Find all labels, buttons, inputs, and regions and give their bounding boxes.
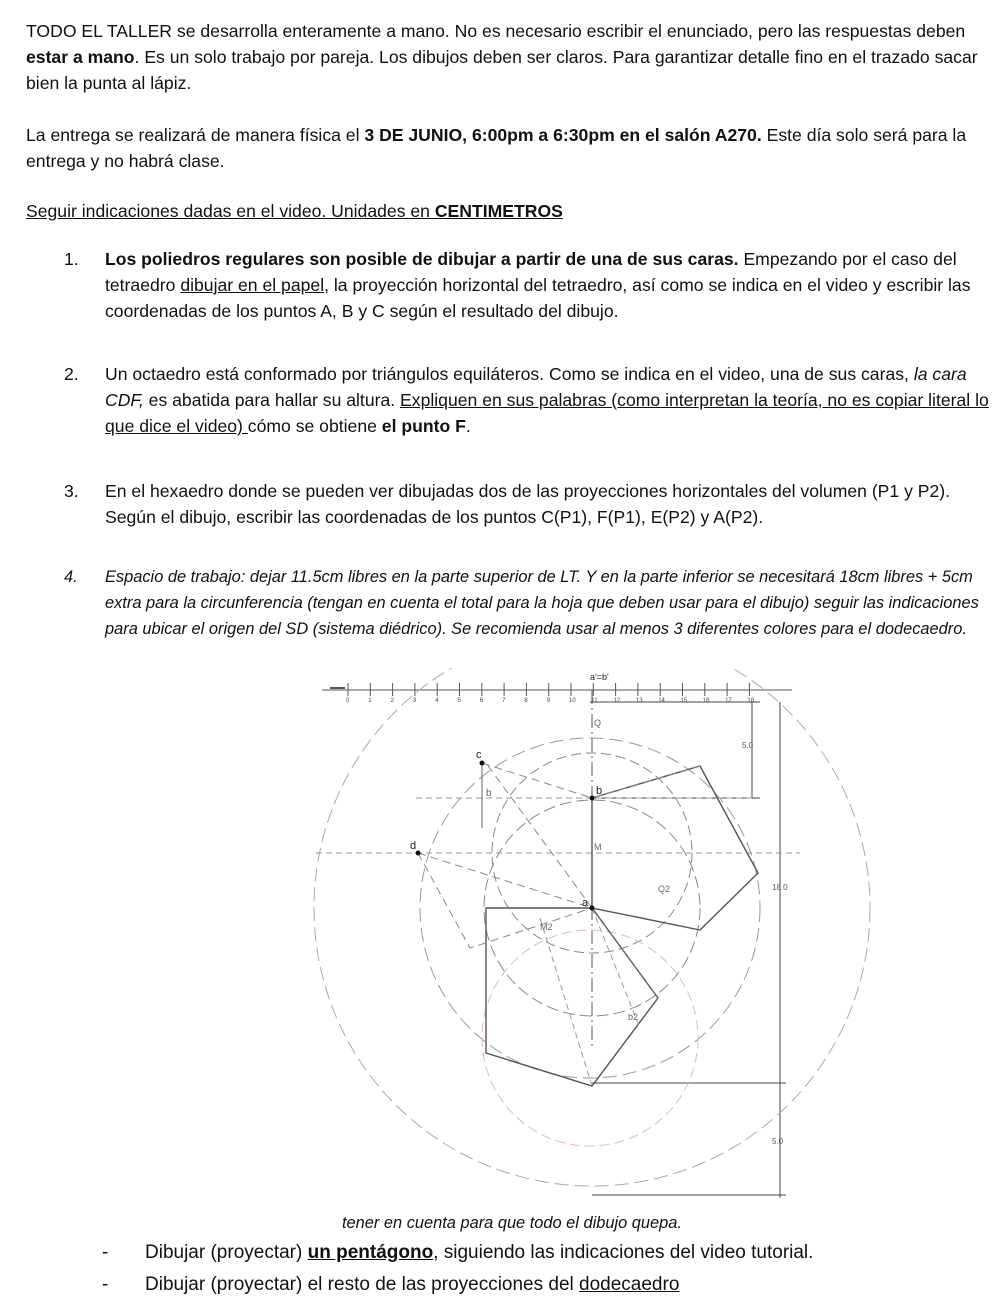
- list-item-text: En el hexaedro donde se pueden ver dibujadas dos de las proyecciones horizontales del volumen (P1 y P2). Según el dibujo, escribir las coordenadas de los puntos C(P1), F(P1), E(P2) y A(P2).: [105, 481, 951, 527]
- bullet-2-text-a: Dibujar (proyectar) el resto de las proyecciones del: [145, 1274, 580, 1295]
- ruler-tick-label: 16: [702, 698, 710, 704]
- list-item-text: [105, 361, 994, 439]
- intro-p1-text-a: TODO EL TALLER se desarrolla enteramente a mano. No es necesario escribir el enunciado, pero las respuestas deben: [26, 21, 966, 41]
- label-m: M: [594, 842, 602, 852]
- ruler-tick-label: 13: [635, 698, 643, 704]
- label-b: b: [596, 785, 603, 797]
- dim-label-bottom: 5.0: [772, 1137, 784, 1146]
- dash-d-a: [418, 763, 592, 908]
- pentagon-upper: [592, 766, 758, 930]
- ruler-tick-label: 15: [680, 698, 688, 704]
- intro-p2-text-a: La entrega se realizará de manera física el: [26, 125, 365, 145]
- list-item-number: 3.: [64, 481, 79, 501]
- item-2-italic: la cara CDF,: [105, 364, 967, 410]
- ruler-tick-label: 3: [412, 698, 417, 704]
- ruler-tick-label: 2: [390, 698, 394, 704]
- label-c: c: [476, 749, 482, 761]
- item-2-text-c: cómo se obtiene: [247, 416, 382, 436]
- intro-paragraph-2: [26, 122, 986, 174]
- item-1-text-a: Empezando por el caso del tetraedro: [105, 249, 957, 295]
- bullet-text: [145, 1240, 813, 1266]
- bullet-2-underline: dodecaedro: [579, 1274, 680, 1295]
- item-2-text-b: es abatida para hallar su altura.: [143, 390, 401, 410]
- dim-label-mid: 18.0: [772, 883, 788, 892]
- bullet-1-underline: un pentágono: [307, 1242, 434, 1263]
- ruler-tick-label: 6: [479, 698, 484, 704]
- ruler-tick-label: 10: [569, 698, 576, 704]
- ruler-tick-label: 0: [346, 698, 350, 704]
- list-item-text: Espacio de trabajo: dejar 11.5cm libres en la parte superior de LT. Y en la parte inferior se necesitará 18cm libres + 5cm extra para la circunferencia (tengan en cuenta el total para la hoja que deben usar para el dibujo) seguir las indicaciones para ubicar el origen del SD (sistema diédrico). Se recomienda usar al menos 3 diferentes colores para el dodecaedro.: [105, 568, 979, 638]
- label-b-prime: b: [486, 788, 492, 799]
- intro-p1-bold: estar a mano: [26, 47, 135, 67]
- intro-p3-text: Seguir indicaciones dadas en el video. Unidades en: [26, 201, 435, 221]
- intro-paragraph-1: [26, 18, 998, 96]
- item-2-bold: el punto F: [381, 416, 466, 436]
- intro-paragraph-3: [26, 198, 986, 224]
- point-d: [416, 851, 421, 856]
- item-1-underline: dibujar en el papel: [180, 275, 325, 295]
- item-2-text-d: .: [465, 416, 471, 436]
- bullet-dash: -: [102, 1242, 109, 1263]
- list-item-number: 4.: [64, 568, 78, 586]
- circle-pink: [482, 930, 698, 1146]
- ruler-tick-label: 5: [457, 698, 461, 704]
- point-c: [480, 761, 485, 766]
- dim-label-top: 5.0: [742, 741, 754, 750]
- points: [416, 761, 595, 911]
- label-d: d: [410, 840, 417, 852]
- intro-p2-text-b: Este día solo será para la entrega y no habrá clase.: [26, 125, 967, 171]
- ruler-tick-label: 9: [546, 698, 551, 704]
- point-b: [590, 796, 595, 801]
- bullet-dash: -: [102, 1274, 109, 1295]
- label-q2: Q2: [658, 884, 671, 894]
- item-2-text-a: Un octaedro está conformado por triángulos equiláteros. Como se indica en el video, una de sus caras,: [105, 364, 914, 384]
- label-b2: b2: [628, 1012, 639, 1022]
- bullet-text: [145, 1272, 679, 1298]
- list-item-text: [105, 246, 994, 324]
- label-a-prime-b-prime: a'=b': [590, 672, 609, 682]
- ruler-tick-label: 8: [524, 698, 528, 704]
- ruler-tick-label: 12: [613, 698, 621, 704]
- ruler-tick-label: 1: [368, 698, 372, 704]
- ruler-tick-label: 11: [591, 698, 598, 704]
- dash-d-lower: [418, 853, 592, 948]
- ruler-tick-label: 14: [658, 698, 665, 704]
- item-2-underline: Expliquen en sus palabras (como interpretan la teoría, no es copiar literal lo que dice el video): [105, 390, 989, 436]
- point-a: [590, 906, 595, 911]
- dodecahedron-drawing: [0, 668, 1002, 1228]
- intro-p1-text-b: . Es un solo trabajo por pareja. Los dibujos deben ser claros. Para garantizar detalle fino en el trazado sacar bien la punta al lápiz.: [26, 47, 978, 93]
- ruler-tick-label: 4: [435, 698, 439, 704]
- item-1-text-b: , la proyección horizontal del tetraedro, así como se indica en el video y escribir las coordenadas de los puntos A, B y C según el resultado del dibujo.: [105, 275, 971, 321]
- intro-p3-bold: CENTIMETROS: [434, 201, 563, 221]
- ruler-tick-label: 17: [725, 698, 732, 704]
- ruler-tick-label: 18: [747, 698, 755, 704]
- ruler-tick-label: 7: [502, 698, 506, 704]
- bullet-1-text-a: Dibujar (proyectar): [145, 1242, 308, 1263]
- list-item-number: 1.: [64, 249, 79, 269]
- figure-caption: tener en cuenta para que todo el dibujo quepa.: [342, 1214, 682, 1232]
- bullet-1-text-b: , siguiendo las indicaciones del video tutorial.: [433, 1242, 814, 1263]
- label-q: Q: [594, 718, 602, 728]
- label-a: a: [582, 897, 589, 909]
- dash-c-b: [482, 763, 700, 798]
- list-item-number: 2.: [64, 364, 79, 384]
- label-m2: M2: [540, 922, 553, 932]
- intro-p2-bold: 3 DE JUNIO, 6:00pm a 6:30pm en el salón A270.: [364, 125, 762, 145]
- item-1-bold: Los poliedros regulares son posible de dibujar a partir de una de sus caras.: [105, 249, 739, 269]
- line-a-b2-2: [592, 908, 640, 1028]
